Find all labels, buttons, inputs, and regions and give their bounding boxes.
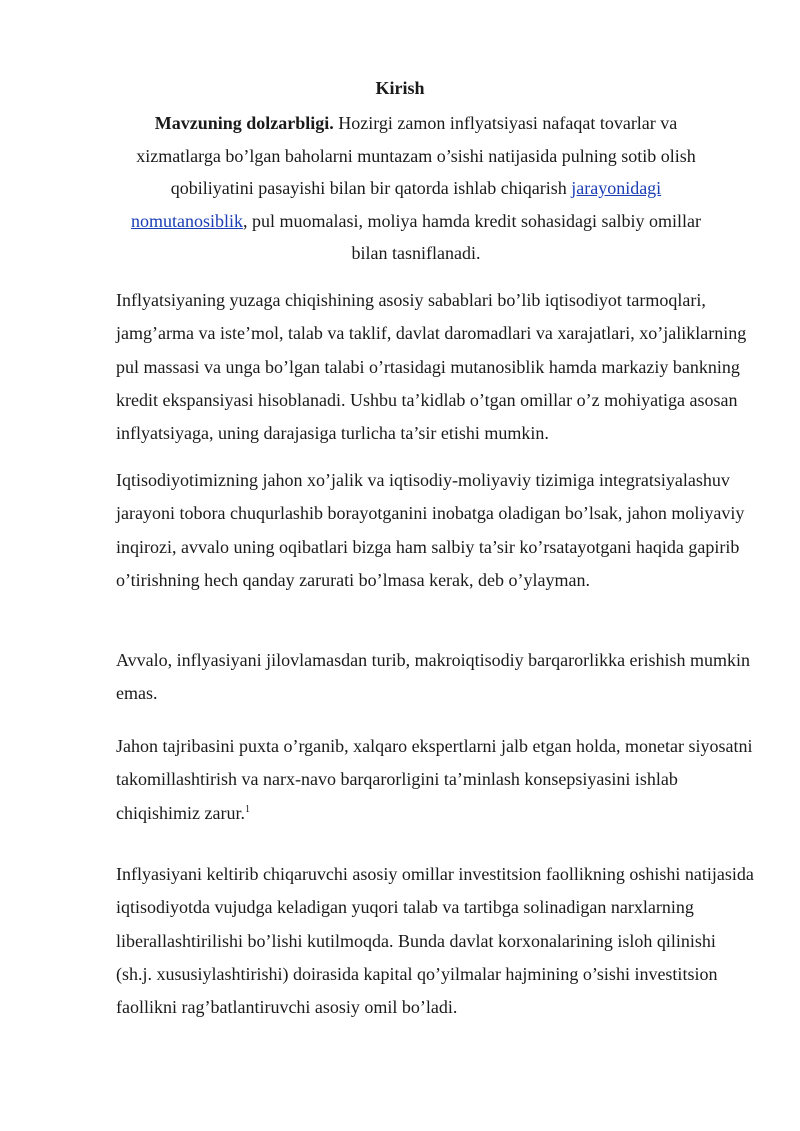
- paragraph-3: Avvalo, inflyasiyani jilovlamasdan turib, makroiqtisodiy barqarorlikka erishish mumkin emas.: [116, 650, 751, 704]
- paragraph-4: [116, 730, 756, 830]
- intro-link[interactable]: jarayonidagi nomutanosiblik: [131, 178, 662, 231]
- paragraph-4-text: Jahon tajribasini puxta o’rganib, xalqaro ekspertlarni jalb etgan holda, monetar siyosatni takomillashtirish va narx-navo barqarorligini ta’minlash konsepsiyasini ishlab chiqishimiz zarur.: [116, 736, 753, 823]
- intro-text-before-link: Hozirgi zamon inflyatsiyasi nafaqat tovarlar va xizmatlarga bo’lgan baholarni muntazam o’sishi natijasida pulning sotib olish qobiliyatini pasayishi bilan bir qatorda ishlab chiqarish: [136, 113, 696, 198]
- page-title: Kirish: [375, 78, 425, 98]
- paragraph-1: Inflyatsiyaning yuzaga chiqishining asosiy sabablari bo’lib iqtisodiyot tarmoqlari, jamg’arma va iste’mol, talab va taklif, davlat daromadlari va xarajatlari, xo’jaliklarning pul massasi va unga bo’lgan talabi o’rtasidagi mutanosiblik hamda markaziy bankning kredit ekspansiyasi hisoblanadi. Ushbu ta’kidlab o’tgan omillar o’z mohiyatiga asosan inflyatsiyaga, uning darajasiga turlicha ta’sir etishi mumkin.: [116, 290, 747, 444]
- paragraph-2: Iqtisodiyotimizning jahon xo’jalik va iqtisodiy-moliyaviy tizimiga integratsiyalashuv jarayoni tobora chuqurlashib borayotganini inobatga oladigan bo’lsak, jahon moliyaviy inqirozi, avvalo uning oqibatlari bizga ham salbiy ta’sir ko’rsatayotgani haqida gapirib o’tirishning hech qanday zarurati bo’lmasa kerak, deb o’ylayman.: [116, 470, 745, 590]
- intro-text-after-link: , pul muomalasi, moliya hamda kredit sohasidagi salbiy omillar bilan tasniflanadi.: [243, 210, 701, 263]
- intro-heading: Mavzuning dolzarbligi.: [154, 113, 334, 133]
- footnote-marker[interactable]: 1: [244, 803, 250, 815]
- paragraph-5: Inflyasiyani keltirib chiqaruvchi asosiy omillar investitsion faollikning oshishi natijasida iqtisodiyotda vujudga keladigan yuqori talab va tartibga solinadigan narxlarning liberallashtirilishi bo’lishi kutilmoqda. Bunda davlat korxonalarining isloh qilinishi (sh.j. xususiylashtirishi) doirasida kapital qo’yilmalar hajmining o’sishi investitsion faollikni rag’batlantiruvchi asosiy omil bo’ladi.: [116, 864, 754, 1018]
- intro-paragraph: [120, 107, 712, 270]
